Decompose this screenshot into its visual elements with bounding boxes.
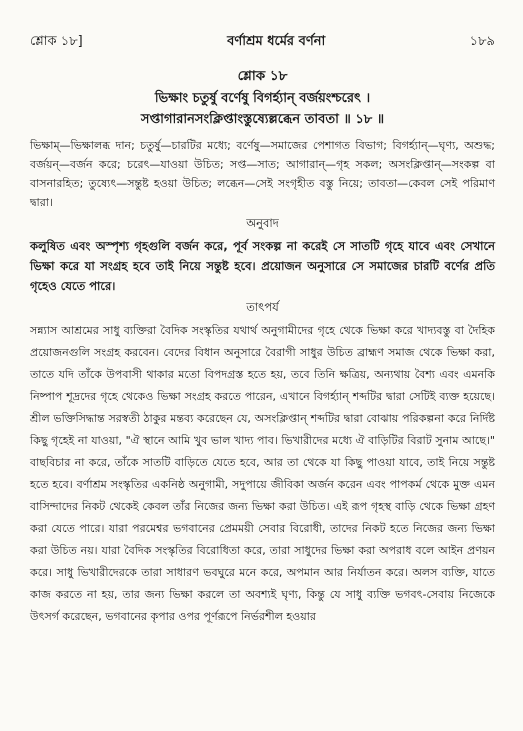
header-page-number: ১৮৯ [469,34,495,49]
word-for-word-synonyms: ভিক্ষাম্—ভিক্ষালব্ধ দান; চতুর্ষু—চারটির মধ্যে; বর্ণেষু—সমাজের পেশাগত বিভাগ; বিগর্হ্যান্—ঘৃণ্য, অশুদ্ধ; বর্জয়ন্—বর্জন করে; চরেৎ—যাওয়া উচিত; সপ্ত—সাত; আগারান্—গৃহ সকল; অসংক্লিপ্তান্—সংকল্প বা বাসনারহিত; তুষ্যেৎ—সন্তুষ্ট হওয়া উচিত; লব্ধেন—সেই সংগৃহীত বস্তু নিয়ে; তাবতা—কেবল সেই পরিমাণ দ্বারা। [30,139,495,209]
header-chapter-title: বর্ণাশ্রম ধর্মের বর্ণনা [227,34,326,49]
verse-text [30,88,495,130]
verse-line: ভিক্ষাং চতুর্ষু বর্ণেষু বিগর্হ্যান্ বর্জয়ংশ্চরেৎ । [154,91,371,106]
purport-text [30,320,495,628]
purport-heading: তাৎপর্য [246,300,279,314]
header-verse-ref: শ্লোক ১৮] [30,34,83,49]
purport-paragraph: সন্ন্যাস আশ্রমের সাধু ব্যক্তিরা বৈদিক সংস্কৃতির যথার্থ অনুগামীদের গৃহে থেকে ভিক্ষা করে খাদ্যবস্তু বা দৈহিক প্রয়োজনগুলি সংগ্রহ করবেন। বেদের বিধান অনুসারে বৈরাগী সাধুর উচিত ব্রাহ্মণ সমাজ থেকে ভিক্ষা করা, তাতে যদি তাঁকে উপবাসী থাকার মতো বিপদগ্রস্ত হতে হয়, তবে তিনি ক্ষত্রিয়, অন্যথায় বৈশ্য এবং এমনকি নিষ্পাপ শূদ্রদের গৃহে থেকেও ভিক্ষা সংগ্রহ করতে পারেন, এখানে বিগর্হ্যান্ শব্দটির দ্বারা সেটিই ব্যক্ত হয়েছে। শ্রীল ভক্তিসিদ্ধান্ত সরস্বতী ঠাকুর মন্তব্য করেছেন যে, অসংক্লিপ্তান্ শব্দটির দ্বারা বোঝায় পরিকল্পনা করে নির্দিষ্ট কিছু গৃহেই না যাওয়া, "ঐ স্থানে আমি খুব ভাল খাদ্য পাব। ভিখারীদের মধ্যে ঐ বাড়িটির বিরাট সুনাম আছে।" বাছবিচার না করে, তাঁকে সাতটি বাড়িতে যেতে হবে, আর তা থেকে যা কিছু পাওয়া যাবে, তাই নিয়ে সন্তুষ্ট হতে হবে। বর্ণাশ্রম সংস্কৃতির একনিষ্ঠ অনুগামী, সদুপায়ে জীবিকা অর্জন করেন এবং পাপকর্ম থেকে মুক্ত এমন বাসিন্দাদের নিকট থেকেই কেবল তাঁর নিজের জন্য ভিক্ষা করা উচিত। এই রূপ গৃহস্থ বাড়ি থেকে ভিক্ষা গ্রহণ করা যেতে পারে। যারা পরমেশ্বর ভগবানের প্রেমময়ী সেবার বিরোধী, তাদের নিকট হতে নিজের জন্য ভিক্ষা করা উচিত নয়। যারা বৈদিক সংস্কৃতির বিরোধিতা করে, তারা সাধুদের ভিক্ষা করা অপরাধ বলে আইন প্রণয়ন করে। সাধু ভিখারীদেরকে তারা সাধারণ ভবঘুরে মনে করে, অপমান আর নির্যাতন করে। অলস ব্যক্তি, যাতে কাজ করতে না হয়, তার জন্য ভিক্ষা করলে তা অবশ্যই ঘৃণ্য, কিন্তু যে সাধু ব্যক্তি ভগবৎ-সেবায় নিজেকে উৎসর্গ করেছেন, ভগবানের কৃপার ওপর পূর্ণরূপে নির্ভরশীল হওয়ার [30,324,495,623]
verse-number: শ্লোক ১৮ [237,68,288,84]
translation-text: কলুষিত এবং অস্পৃশ্য গৃহগুলি বর্জন করে, পূর্ব সংকল্প না করেই সে সাতটি গৃহে যাবে এবং সেখানে ভিক্ষা করে যা সংগ্রহ হবে তাই নিয়ে সন্তুষ্ট হবে। প্রয়োজন অনুসারে সে সমাজের চারটি বর্ণের প্রতি গৃহেও যেতে পারে। [30,239,495,293]
verse-line: সপ্তাগারানসংক্লিপ্তাংস্তুষ্যেল্লব্ধেন তাবতা ॥ ১৮ ॥ [140,112,385,127]
running-header [30,22,495,61]
translation-heading: অনুবাদ [246,216,279,230]
